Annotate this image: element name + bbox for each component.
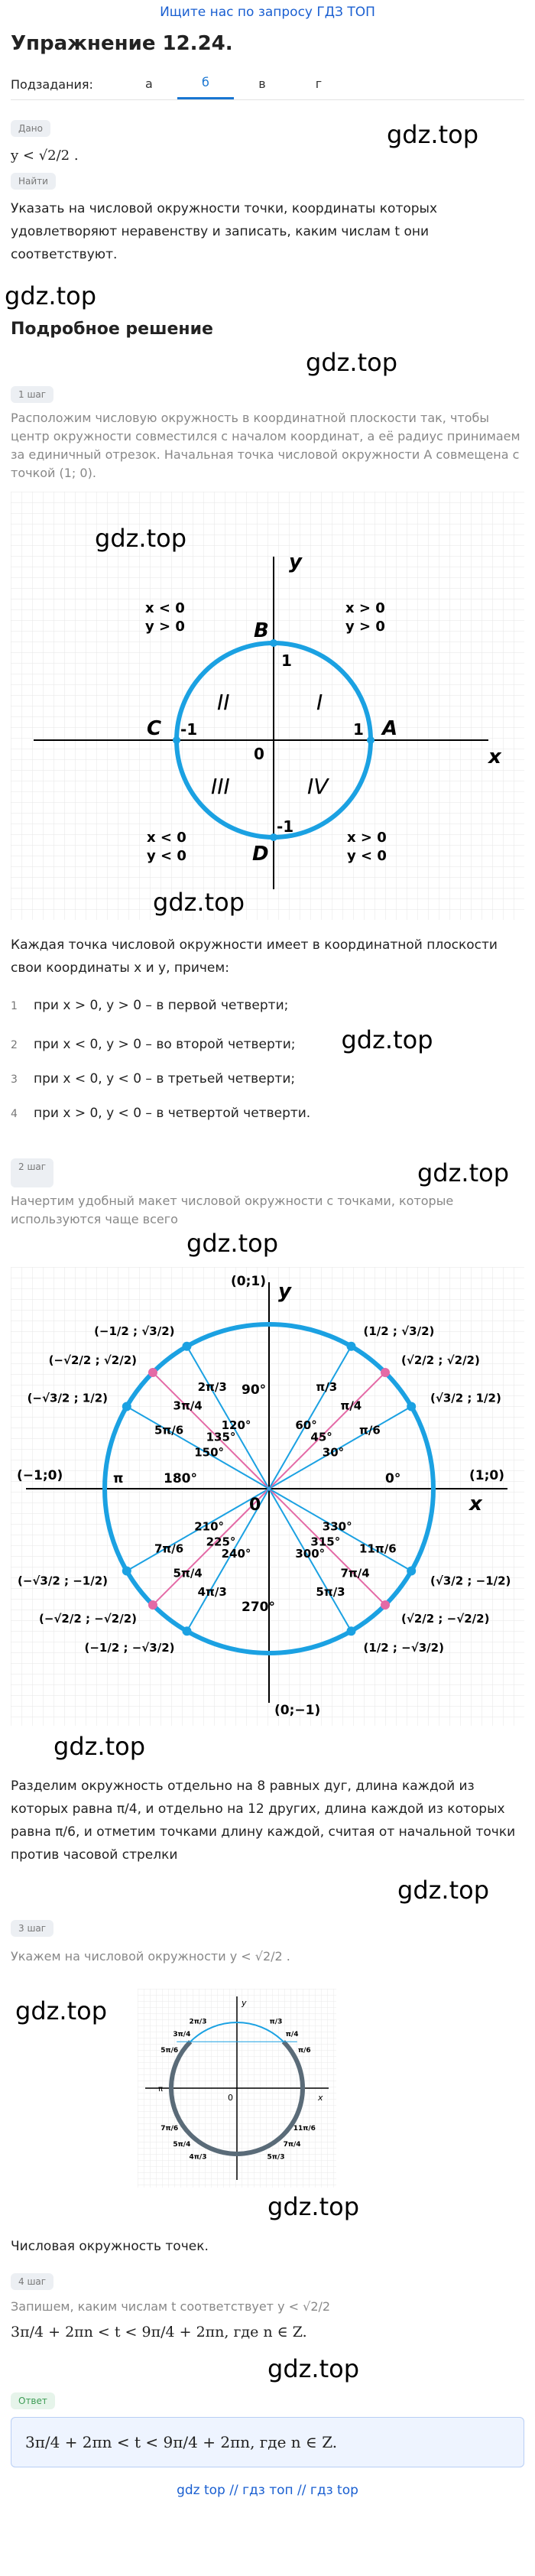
- list-item: 3 при x < 0, y < 0 – в третьей четверти;: [11, 1071, 296, 1087]
- watermark: gdz.top: [306, 348, 398, 377]
- figure-inequality-row: [11, 1989, 524, 2188]
- watermark: gdz.top: [386, 120, 478, 149]
- find-text: Указать на числовой окружности точки, координаты которых удовлетворяют неравенству и записать, каким числам t они соответствуют.: [11, 201, 438, 262]
- degree-label: 240°: [221, 1546, 251, 1561]
- subtasks-label: Подзадания:: [11, 76, 93, 92]
- point-0-1: (0;1): [231, 1274, 266, 1289]
- radian-label: 3π/4: [173, 2030, 191, 2038]
- find-block: [11, 173, 524, 266]
- quadrant-list: [11, 989, 524, 1131]
- radian-label: π/4: [340, 1398, 362, 1413]
- watermark: gdz.top: [268, 2192, 360, 2221]
- answer-box: 3π/4 + 2πn < t < 9π/4 + 2πn, где n ∈ Z.: [11, 2417, 524, 2467]
- radian-label: 5π/3: [267, 2153, 285, 2162]
- radian-label: 7π/4: [340, 1566, 370, 1580]
- answer-tag-block: [11, 2392, 524, 2409]
- figure-quadrants: [11, 492, 524, 923]
- radian-label: 3π/4: [173, 1398, 203, 1413]
- origin-label: 0: [249, 1496, 261, 1515]
- y-axis-label: y: [289, 551, 302, 573]
- step4-tag: 4 шаг: [11, 2273, 54, 2290]
- circle-point: [347, 1626, 356, 1636]
- x-axis-label: x: [488, 746, 501, 768]
- quadrant-iv: IV: [307, 774, 329, 799]
- quadrant-ii: II: [217, 690, 230, 715]
- radian-label: π/3: [316, 1379, 338, 1394]
- step4-block: [11, 2273, 524, 2340]
- coordinate-label: (√2/2 ; −√2/2): [400, 1611, 490, 1626]
- watermark: gdz.top: [397, 1876, 490, 1905]
- circle-point: [122, 1402, 131, 1411]
- figure-number-circle: [11, 1267, 524, 1729]
- q3-sign-x: x < 0: [147, 830, 186, 846]
- inequality-circle-svg: [138, 1989, 336, 2188]
- circle-point: [183, 1342, 192, 1351]
- radian-label: π/4: [285, 2030, 299, 2038]
- tick-x-pos: 1: [353, 720, 364, 739]
- circle-point: [148, 1368, 157, 1377]
- tabs-divider: [11, 99, 524, 100]
- circle-point: [407, 1402, 416, 1411]
- degree-label: 135°: [206, 1430, 236, 1444]
- x-axis-label: x: [469, 1493, 482, 1515]
- q4-sign-y: y < 0: [347, 848, 387, 864]
- tab-b[interactable]: б: [177, 69, 234, 99]
- step1-text: Расположим числовую окружность в координатной плоскости так, чтобы центр окружности совместился с началом координат, а её радиус принимаем за единичный отрезок. Начальная точка числовой окружности A совмещена с точкой (1; 0).: [11, 411, 520, 480]
- circle-point: [148, 1600, 157, 1610]
- point-c: C: [147, 717, 162, 740]
- q2-sign-x: x < 0: [145, 600, 185, 616]
- given-formula: y < √2/2 .: [11, 148, 79, 164]
- radian-label: 5π/3: [316, 1585, 345, 1600]
- tab-v[interactable]: в: [258, 76, 266, 91]
- quadrant-iii: III: [211, 774, 230, 799]
- coordinate-label: (√3/2 ; 1/2): [430, 1391, 501, 1405]
- point-a: A: [382, 717, 398, 740]
- step3-block: [11, 1920, 524, 1966]
- radian-label: 5π/4: [173, 2141, 191, 2149]
- circle-point: [122, 1567, 131, 1576]
- number-circle-svg: [11, 1267, 524, 1726]
- page-title: Упражнение 12.24.: [11, 32, 233, 55]
- radian-label: 4π/3: [189, 2153, 207, 2162]
- deg-180-label: 180°: [164, 1471, 197, 1486]
- step4-formula: 3π/4 + 2πn < t < 9π/4 + 2πn, где n ∈ Z.: [11, 2324, 307, 2340]
- watermark: gdz.top: [186, 1229, 279, 1258]
- quadrant-text: Каждая точка числовой окружности имеет в координатной плоскости свои координаты x и y, причем:: [11, 937, 498, 976]
- coordinate-label: (√2/2 ; √2/2): [400, 1353, 480, 1368]
- circle-point: [347, 1342, 356, 1351]
- radian-label: π/6: [359, 1423, 381, 1437]
- radian-label: 5π/6: [160, 2047, 179, 2055]
- watermark: gdz.top: [417, 1158, 509, 1187]
- figure3-caption: Числовая окружность точек.: [11, 2239, 209, 2254]
- radian-label: 5π/6: [154, 1423, 184, 1437]
- step1-block: [11, 386, 524, 482]
- watermark: gdz.top: [153, 888, 245, 917]
- radian-label: 7π/6: [160, 2125, 179, 2133]
- degree-label: 45°: [310, 1430, 332, 1444]
- tick-y-neg: -1: [277, 817, 294, 836]
- subtasks-bar: [0, 63, 535, 99]
- pi-label: π: [113, 1471, 124, 1486]
- radian-label: 5π/4: [173, 1566, 203, 1580]
- coordinate-label: (−√2/2 ; −√2/2): [38, 1611, 138, 1626]
- radian-label: π/6: [298, 2047, 311, 2055]
- footer-links[interactable]: gdz top // гдз топ // гдз top: [177, 2483, 358, 2498]
- degree-label: 150°: [194, 1445, 225, 1460]
- step4-text: Запишем, каким числам t соответствует y < √2/2: [11, 2299, 331, 2314]
- q1-sign-x: x > 0: [345, 600, 385, 616]
- radian-label: 4π/3: [197, 1585, 227, 1600]
- y-axis-label: y: [242, 1998, 247, 2008]
- watermark: gdz.top: [15, 1996, 108, 2025]
- tick-y-pos: 1: [281, 651, 292, 670]
- circle-point: [381, 1600, 390, 1610]
- coordinate-label: (−√3/2 ; −1/2): [18, 1574, 109, 1588]
- origin-label: 0: [254, 745, 264, 763]
- list-item: 2 при x < 0, y > 0 – во второй четверти; gdz.top: [11, 1025, 433, 1054]
- degree-label: 60°: [295, 1418, 317, 1433]
- point-b: B: [254, 619, 269, 642]
- degree-label: 120°: [221, 1418, 251, 1433]
- q3-sign-y: y < 0: [147, 848, 186, 864]
- find-tag: Найти: [11, 173, 56, 190]
- coordinate-label: (−1/2 ; −√3/2): [84, 1640, 175, 1655]
- point-0-neg1: (0;−1): [274, 1703, 321, 1718]
- point-b-dot: [270, 639, 277, 647]
- radian-label: 7π/4: [283, 2141, 301, 2149]
- deg-90-label: 90°: [242, 1382, 267, 1398]
- degree-label: 225°: [206, 1535, 236, 1549]
- watermark: gdz.top: [268, 2354, 360, 2383]
- point-neg1-0: (−1;0): [17, 1468, 63, 1483]
- coordinate-label: (−√3/2 ; 1/2): [27, 1391, 109, 1405]
- circle-point: [183, 1626, 192, 1636]
- radian-label: 2π/3: [189, 2018, 207, 2026]
- degree-label: 330°: [322, 1519, 352, 1534]
- circle-point: [407, 1567, 416, 1576]
- degree-label: 210°: [194, 1519, 225, 1534]
- coordinate-label: (−1/2 ; √3/2): [94, 1324, 175, 1339]
- deg-270-label: 270°: [242, 1600, 275, 1615]
- tab-a[interactable]: а: [145, 76, 153, 91]
- x-axis-label: x: [318, 2093, 323, 2103]
- q1-sign-y: y > 0: [345, 619, 385, 635]
- step1-tag: 1 шаг: [11, 386, 54, 403]
- step2-text: Начертим удобный макет числовой окружности с точками, которые используются чаще всего: [11, 1194, 454, 1226]
- step3-text: Укажем на числовой окружности y < √2/2 .: [11, 1949, 290, 1964]
- radian-label: 7π/6: [154, 1541, 184, 1556]
- step2-tag: 2 шаг: [11, 1158, 54, 1187]
- list-item: 1 при x > 0, y > 0 – в первой четверти;: [11, 998, 289, 1013]
- point-c-dot: [173, 736, 180, 744]
- watermark: gdz.top: [95, 524, 187, 553]
- quadrants-svg: [11, 492, 524, 920]
- watermark: gdz.top: [54, 1732, 146, 1761]
- coordinate-label: (√3/2 ; −1/2): [430, 1574, 511, 1588]
- tab-g[interactable]: г: [315, 76, 323, 91]
- radian-label: 2π/3: [197, 1379, 227, 1394]
- list-item: 4 при x > 0, y < 0 – в четвертой четверти.: [11, 1106, 311, 1121]
- quadrant-i: I: [316, 690, 323, 715]
- q4-sign-x: x > 0: [347, 830, 387, 846]
- point-1-0: (1;0): [469, 1468, 504, 1483]
- coordinate-label: (1/2 ; −√3/2): [363, 1640, 444, 1655]
- top-banner[interactable]: Ищите нас по запросу ГДЗ ТОП: [160, 5, 375, 20]
- given-tag: Дано: [11, 120, 50, 137]
- pi-label: π: [158, 2085, 164, 2094]
- radian-label: 11π/6: [293, 2125, 316, 2133]
- step2-block: [11, 1158, 524, 1258]
- zero-deg-label: 0°: [385, 1471, 401, 1486]
- coordinate-label: (−√2/2 ; √2/2): [48, 1353, 138, 1368]
- degree-label: 300°: [295, 1546, 326, 1561]
- radian-label: 11π/6: [359, 1541, 397, 1556]
- coordinate-label: (1/2 ; √3/2): [363, 1324, 435, 1339]
- degree-label: 315°: [310, 1535, 341, 1549]
- circle-point: [381, 1368, 390, 1377]
- answer-tag: Ответ: [11, 2392, 55, 2409]
- given-block: [11, 120, 524, 164]
- watermark: gdz.top: [5, 281, 97, 310]
- origin-label: 0: [228, 2093, 234, 2103]
- radian-label: π/3: [269, 2018, 283, 2026]
- divide-text: Разделим окружность отдельно на 8 равных дуг, длина каждой из которых равна π/4, и отдельно на 12 других, длина каждой из которых равна π/6, и отметим точками длину каждой, считая от начальной точки против часовой стрелки: [11, 1779, 516, 1863]
- point-d: D: [252, 843, 269, 866]
- degree-label: 30°: [322, 1445, 345, 1460]
- solution-title: Подробное решение: [11, 320, 213, 339]
- q2-sign-y: y > 0: [145, 619, 185, 635]
- y-axis-label: y: [278, 1280, 291, 1303]
- step3-tag: 3 шаг: [11, 1920, 54, 1937]
- tick-x-neg: -1: [180, 720, 198, 739]
- point-a-dot: [367, 736, 374, 744]
